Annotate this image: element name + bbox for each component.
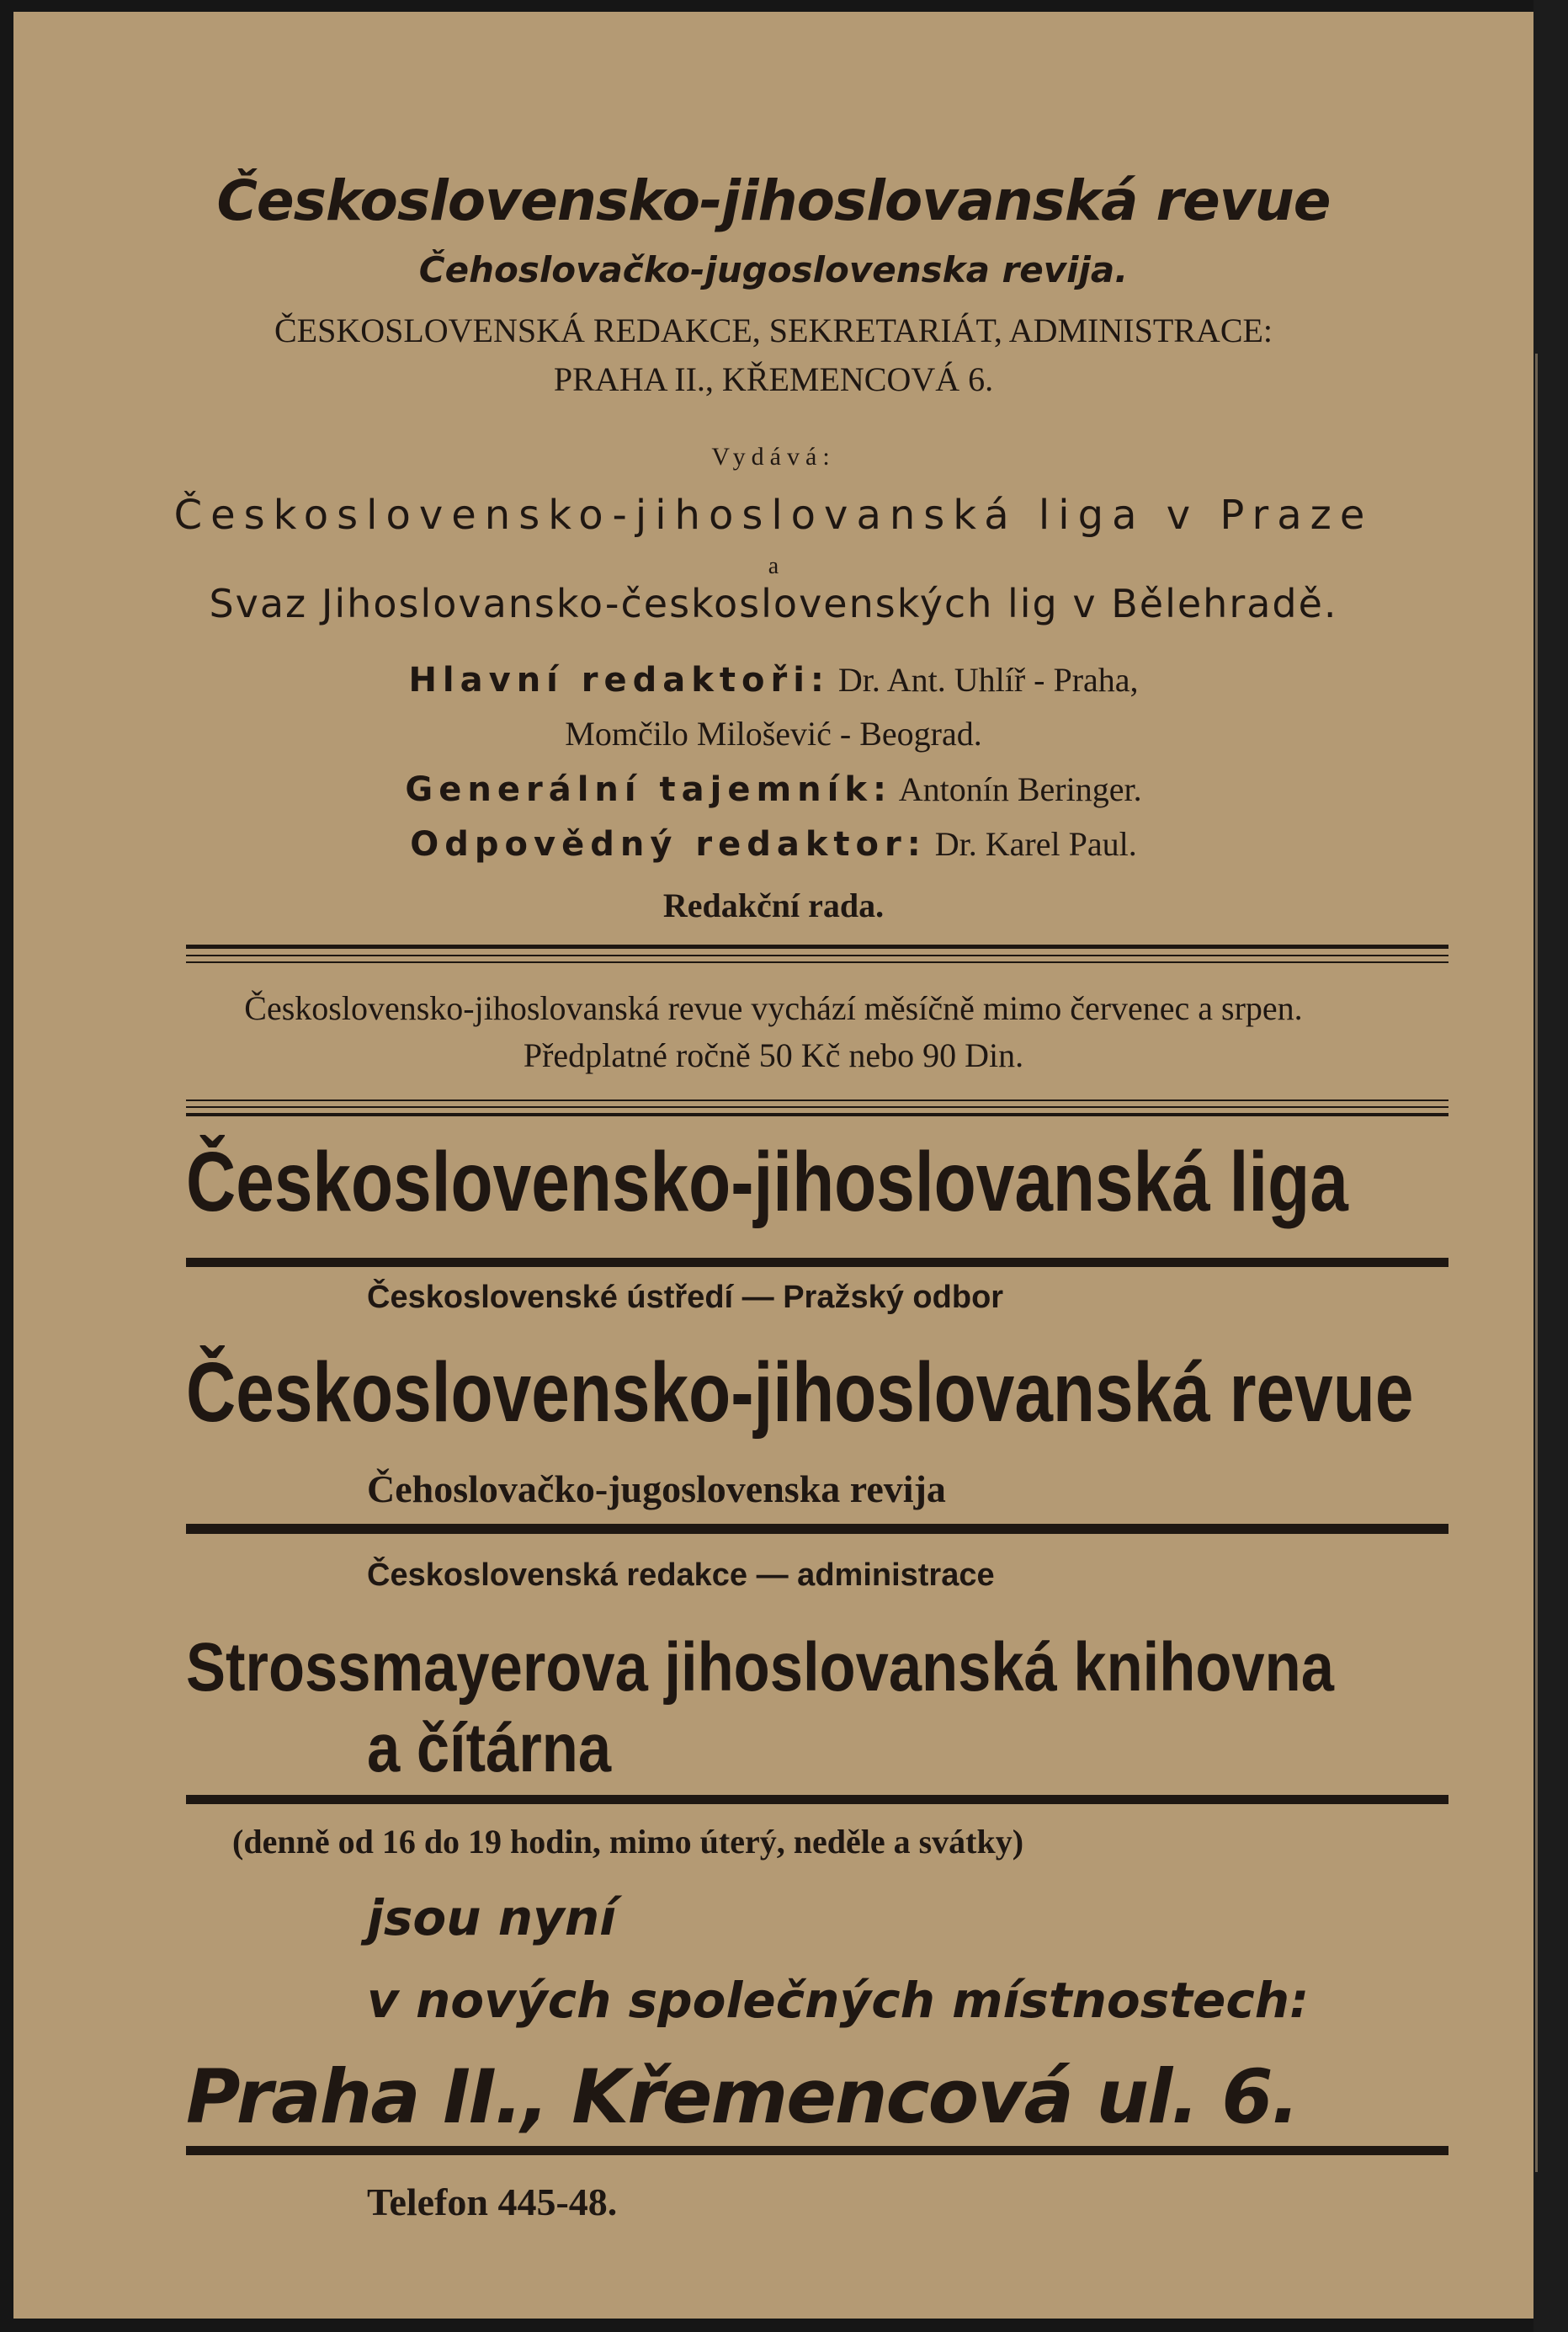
scan-edge-line — [1535, 354, 1538, 2172]
liga-subheading: Československé ústředí — Pražský odbor — [367, 1280, 1004, 1315]
publisher-line-2: Svaz Jihoslovansko-československých lig v Bělehradě. — [209, 581, 1338, 626]
scan-edge — [1533, 0, 1568, 2332]
responsible-editor-row — [13, 824, 1533, 864]
library-heading-line-1: Strossmayerova jihoslovanská knihovna — [186, 1629, 1334, 1706]
divider-1a — [186, 945, 1448, 949]
publisher-line-1: Československo-jihoslovanská liga v Praze — [173, 492, 1374, 539]
revue-subheading: Čehoslovačko-jugoslovenska revija — [367, 1467, 946, 1510]
new-address: Praha II., Křemencová ul. 6. — [186, 2053, 1299, 2140]
secretary-value: Antonín Beringer. — [898, 770, 1142, 808]
divider-address — [186, 2146, 1448, 2155]
divider-1b — [186, 955, 1448, 956]
address-line-2: PRAHA II., KŘEMENCOVÁ 6. — [553, 360, 994, 398]
divider-2b — [186, 1106, 1448, 1108]
secretary-row — [13, 769, 1533, 809]
opening-hours: (denně od 16 do 19 hodin, mimo úterý, neděle a svátky) — [232, 1823, 1024, 1861]
secretary-label: Generální tajemník: — [405, 770, 892, 809]
now-line-1: jsou nyní — [367, 1889, 617, 1946]
revue-heading: Československo-jihoslovanská revue — [186, 1345, 1414, 1440]
divider-2a — [186, 1099, 1448, 1101]
subscription-line-2: Předplatné ročně 50 Kč nebo 90 Din. — [523, 1036, 1024, 1074]
editorial-board: Redakční rada. — [662, 886, 885, 924]
masthead-title: Československo-jihoslovanská revue — [216, 168, 1331, 233]
divider-library — [186, 1795, 1448, 1804]
publisher-label: Vydává: — [711, 443, 836, 471]
masthead-subtitle: Čehoslovačko-jugoslovenska revija. — [418, 249, 1129, 290]
chief-editors-label: Hlavní redaktoři: — [408, 661, 830, 700]
subscription-line-1: Československo-jihoslovanská revue vychází měsíčně mimo červenec a srpen. — [244, 989, 1303, 1027]
responsible-editor-value: Dr. Karel Paul. — [934, 825, 1137, 863]
telephone: Telefon 445-48. — [367, 2180, 618, 2223]
divider-2c — [186, 1113, 1448, 1116]
publisher-connector: a — [768, 553, 779, 579]
responsible-editor-label: Odpovědný redaktor: — [410, 825, 927, 864]
library-heading-line-2: a čítárna — [367, 1710, 612, 1786]
divider-revue — [186, 1524, 1448, 1534]
chief-editors-value: Dr. Ant. Uhlíř - Praha, — [837, 661, 1139, 699]
chief-editors-row-2: Momčilo Milošević - Beograd. — [565, 715, 982, 753]
chief-editors-row — [13, 660, 1533, 700]
divider-liga — [186, 1258, 1448, 1267]
revue-subheading-2: Československá redakce — administrace — [367, 1557, 995, 1593]
now-line-2: v nových společných místnostech: — [367, 1972, 1310, 2029]
address-line-1: ČESKOSLOVENSKÁ REDAKCE, SEKRETARIÁT, ADMINISTRACE: — [274, 311, 1273, 349]
document-page — [13, 12, 1533, 2319]
divider-1c — [186, 961, 1448, 963]
liga-heading: Československo-jihoslovanská liga — [186, 1135, 1348, 1229]
